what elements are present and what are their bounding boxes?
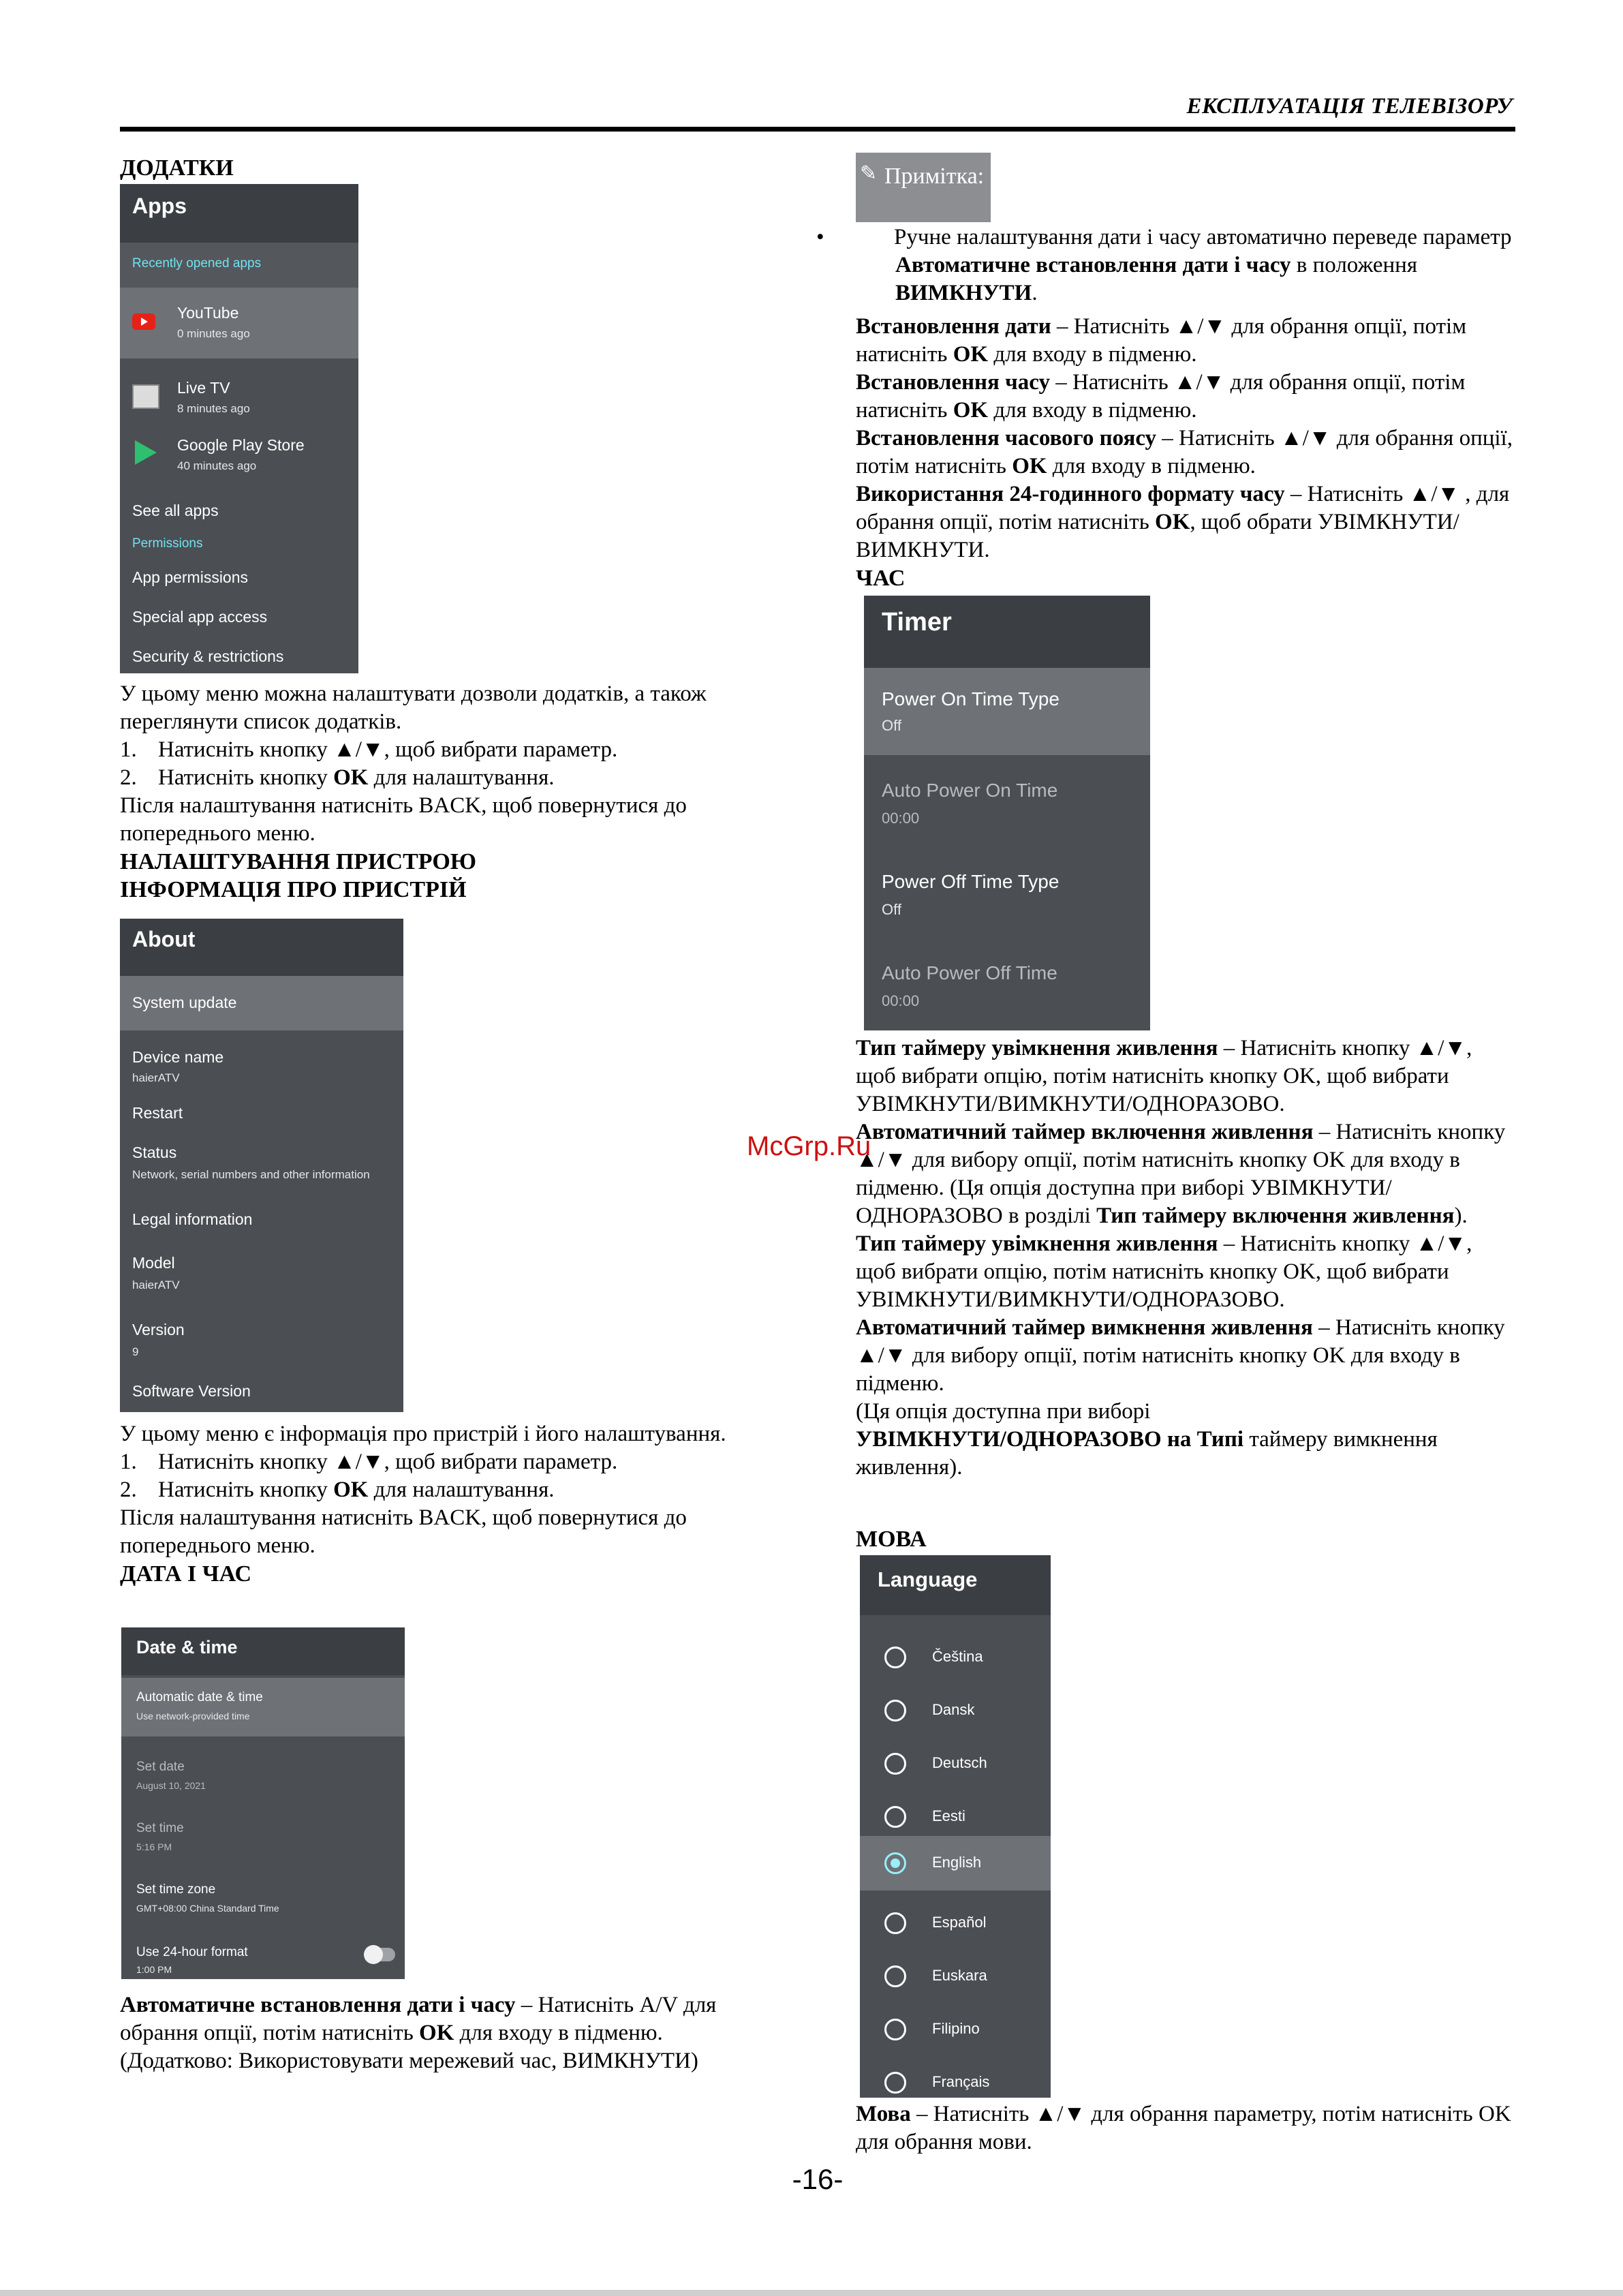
datetime-heading: ДАТА І ЧАС xyxy=(120,1561,252,1587)
app-name: YouTube xyxy=(177,304,239,322)
datetime-description: Автоматичне встановлення дати і часу – Натисніть A/V для обрання опції, потім натисніть OK для входу в підменю. (Додатково: Використовувати мережевий час, ВИМКНУТИ) xyxy=(120,1991,788,2075)
apps-step-1: Натисніть кнопку ▲/▼, щоб вибрати параметр. xyxy=(158,737,618,762)
language-option-selected[interactable]: English xyxy=(860,1836,1051,1891)
language-option[interactable]: Dansk xyxy=(860,1683,1051,1736)
device-intro: У цьому меню є інформація про пристрій і його налаштування. xyxy=(120,1422,726,1446)
device-info-heading: ІНФОРМАЦІЯ ПРО ПРИСТРІЙ xyxy=(120,877,467,902)
format-24h-paragraph: Використання 24-годинного формату часу – Натисніть ▲/▼ , для обрання опції, потім натисніть OK, щоб обрати УВІМКНУТИ/ВИМКНУТИ. xyxy=(856,482,1510,562)
watermark: McGrp.Ru xyxy=(747,1131,871,1161)
power-off-time-type-item[interactable]: Power Off Time Type xyxy=(882,871,1060,892)
software-version-item[interactable]: Software Version xyxy=(132,1382,251,1400)
radio-unchecked-icon xyxy=(884,1912,906,1934)
set-time-item[interactable]: Set time xyxy=(136,1821,184,1835)
timer-panel xyxy=(864,596,1150,1030)
radio-unchecked-icon xyxy=(884,1753,906,1775)
status-item[interactable]: Status xyxy=(132,1144,177,1161)
datetime-extra: (Додатково: Використовувати мережевий час, ВИМКНУТИ) xyxy=(120,2049,698,2073)
pencil-icon: ✎ xyxy=(860,162,878,185)
note-box xyxy=(856,153,991,222)
timer-panel-title: Timer xyxy=(882,608,952,637)
radio-unchecked-icon xyxy=(884,1647,906,1668)
apps-after: Після налаштування натисніть BACK, щоб повернутися до попереднього меню. xyxy=(120,793,687,846)
play-store-icon xyxy=(135,440,157,465)
see-all-apps-link[interactable]: See all apps xyxy=(132,502,219,519)
app-item-play-store[interactable] xyxy=(120,424,358,483)
auto-power-on-time-value: 00:00 xyxy=(882,810,920,827)
model-value: haierATV xyxy=(132,1279,180,1291)
bottom-border xyxy=(0,2290,1623,2296)
language-heading: МОВА xyxy=(856,1527,927,1552)
page-header: ЕКСПЛУАТАЦІЯ ТЕЛЕВІЗОРУ xyxy=(1186,94,1513,119)
language-option[interactable]: Deutsch xyxy=(860,1736,1051,1790)
timer-description: Тип таймеру увімкнення живлення – Натисніть кнопку ▲/▼, щоб вибрати опцію, потім натисніть кнопку OK, щоб вибрати УВІМКНУТИ/ВИМКНУТИ/ОДНОРАЗОВО. Автоматичний таймер включення живлення – Натисніть кнопку ▲/▼ для вибору опції, потім натисніть кнопку OK для входу в підменю. (Ця опція доступна при виборі УВІМКНУТИ/ОДНОРАЗОВО в розділі Тип таймеру включення живлення). Тип таймеру увімкнення живлення – Натисніть кнопку ▲/▼, щоб вибрати опцію, потім натисніть кнопку OK, щоб вибрати УВІМКНУТИ/ВИМКНУТИ/ОДНОРАЗОВО. Автоматичний таймер вимкнення живлення – Натисніть кнопку ▲/▼ для вибору опції, потім натисніть кнопку OK для входу в підменю. (Ця опція доступна при виборі УВІМКНУТИ/ОДНОРАЗОВО на Типі таймеру вимкнення живлення). xyxy=(856,1036,1506,1480)
power-on-time-type-item[interactable]: Power On Time Type Off xyxy=(864,668,1150,755)
language-description: Мова – Натисніть ▲/▼ для обрання параметру, потім натисніть OK для обрання мови. xyxy=(856,2102,1511,2154)
datetime-panel xyxy=(121,1627,405,1979)
set-date-paragraph: Встановлення дати – Натисніть ▲/▼ для обрання опції, потім натисніть OK для входу в підменю. xyxy=(856,314,1467,367)
about-panel xyxy=(120,919,403,1412)
about-panel-title: About xyxy=(132,927,196,951)
app-name: Google Play Store xyxy=(177,436,305,454)
language-option[interactable]: Čeština xyxy=(860,1630,1051,1683)
set-time-value: 5:16 PM xyxy=(136,1841,172,1852)
header-rule xyxy=(120,127,1515,132)
recently-opened-label: Recently opened apps xyxy=(132,256,262,271)
live-tv-icon xyxy=(132,384,159,409)
set-date-value: August 10, 2021 xyxy=(136,1780,206,1791)
datetime-options xyxy=(856,313,1514,592)
apps-panel xyxy=(120,184,358,673)
device-description: У цьому меню є інформація про пристрій і його налаштування. 1. Натисніть кнопку ▲/▼, щоб вибрати параметр. 2. Натисніть кнопку OK для налаштування. Після налаштування натисніть BACK, щоб повернутися до попереднього меню. ДАТА І ЧАС xyxy=(120,1420,788,1588)
radio-unchecked-icon xyxy=(884,1965,906,1987)
set-timezone-paragraph: Встановлення часового поясу – Натисніть ▲/▼ для обрання опції, потім натисніть OK для входу в підменю. xyxy=(856,426,1513,478)
security-restrictions-link[interactable]: Security & restrictions xyxy=(132,647,284,665)
model-item[interactable]: Model xyxy=(132,1254,175,1272)
language-option[interactable]: Euskara xyxy=(860,1949,1051,2002)
apps-description: У цьому меню можна налаштувати дозволи додатків, а також переглянути список додатків. 1. Натисніть кнопку ▲/▼, щоб вибрати параметр. 2. Натисніть кнопку OK для налаштування. Після налаштування натисніть BACK, щоб повернутися до попереднього меню. НАЛАШТУВАННЯ ПРИСТРОЮ ІНФОРМАЦІЯ ПРО ПРИСТРІЙ xyxy=(120,680,788,904)
use-24-hour-item[interactable]: Use 24-hour format xyxy=(136,1945,248,1959)
app-item-live-tv[interactable] xyxy=(120,367,358,425)
apps-heading: ДОДАТКИ xyxy=(120,155,234,181)
app-name: Live TV xyxy=(177,379,230,397)
radio-unchecked-icon xyxy=(884,1700,906,1721)
radio-unchecked-icon xyxy=(884,1806,906,1828)
page-number: -16- xyxy=(792,2163,844,2195)
app-time: 8 minutes ago xyxy=(177,402,250,415)
apps-intro: У цьому меню можна налаштувати дозволи додатків, а також переглянути список додатків. xyxy=(120,682,707,734)
radio-unchecked-icon xyxy=(884,2072,906,2094)
language-option[interactable]: Eesti xyxy=(860,1790,1051,1843)
auto-power-on-time-item[interactable]: Auto Power On Time xyxy=(882,780,1058,801)
version-value: 9 xyxy=(132,1345,139,1358)
language-panel-title: Language xyxy=(878,1567,978,1591)
set-time-paragraph: Встановлення часу – Натисніть ▲/▼ для обрання опції, потім натисніть OK для входу в підменю. xyxy=(856,370,1466,423)
language-panel xyxy=(860,1555,1051,2098)
status-value: Network, serial numbers and other information xyxy=(132,1168,370,1181)
datetime-panel-title: Date & time xyxy=(136,1637,238,1657)
device-name-item[interactable]: Device name xyxy=(132,1048,224,1066)
app-item-youtube[interactable] xyxy=(120,288,358,358)
radio-unchecked-icon xyxy=(884,2019,906,2040)
device-settings-heading: НАЛАШТУВАННЯ ПРИСТРОЮ xyxy=(120,849,477,874)
time-zone-value: GMT+08:00 China Standard Time xyxy=(136,1903,279,1914)
device-step-1: Натисніть кнопку ▲/▼, щоб вибрати параметр. xyxy=(158,1450,618,1474)
auto-power-off-time-value: 00:00 xyxy=(882,992,920,1009)
system-update-item[interactable]: System update xyxy=(120,976,403,1030)
legal-information-item[interactable]: Legal information xyxy=(132,1210,253,1228)
use-24-hour-toggle[interactable] xyxy=(365,1948,395,1961)
language-option[interactable]: Français xyxy=(860,2055,1051,2098)
restart-item[interactable]: Restart xyxy=(132,1104,183,1122)
permissions-label: Permissions xyxy=(132,536,203,551)
use-24-hour-value: 1:00 PM xyxy=(136,1964,172,1975)
youtube-icon xyxy=(132,313,155,330)
app-permissions-link[interactable]: App permissions xyxy=(132,568,249,586)
set-time-zone-item[interactable]: Set time zone xyxy=(136,1882,216,1897)
note-label: Примітка: xyxy=(884,164,985,189)
device-after: Після налаштування натисніть BACK, щоб повернутися до попереднього меню. xyxy=(120,1505,687,1558)
timer-heading: ЧАС xyxy=(856,566,906,591)
power-off-time-type-value: Off xyxy=(882,901,901,918)
device-name-value: haierATV xyxy=(132,1071,180,1084)
language-option[interactable]: Filipino xyxy=(860,2002,1051,2055)
app-time: 40 minutes ago xyxy=(177,459,257,472)
note-text: • Ручне налаштування дати і часу автоматично переведе параметр Автоматичне встановлення дати і часу в положення ВИМКНУТИ. xyxy=(816,225,1512,305)
radio-checked-icon xyxy=(884,1852,906,1874)
apps-panel-title: Apps xyxy=(132,194,187,218)
app-time: 0 minutes ago xyxy=(177,327,250,340)
set-date-item[interactable]: Set date xyxy=(136,1760,185,1774)
version-item[interactable]: Version xyxy=(132,1321,185,1338)
auto-power-off-time-item[interactable]: Auto Power Off Time xyxy=(882,962,1057,983)
automatic-date-time-item[interactable]: Automatic date & time Use network-provided time xyxy=(121,1678,405,1736)
special-app-access-link[interactable]: Special app access xyxy=(132,608,268,626)
language-option[interactable]: Español xyxy=(860,1896,1051,1949)
